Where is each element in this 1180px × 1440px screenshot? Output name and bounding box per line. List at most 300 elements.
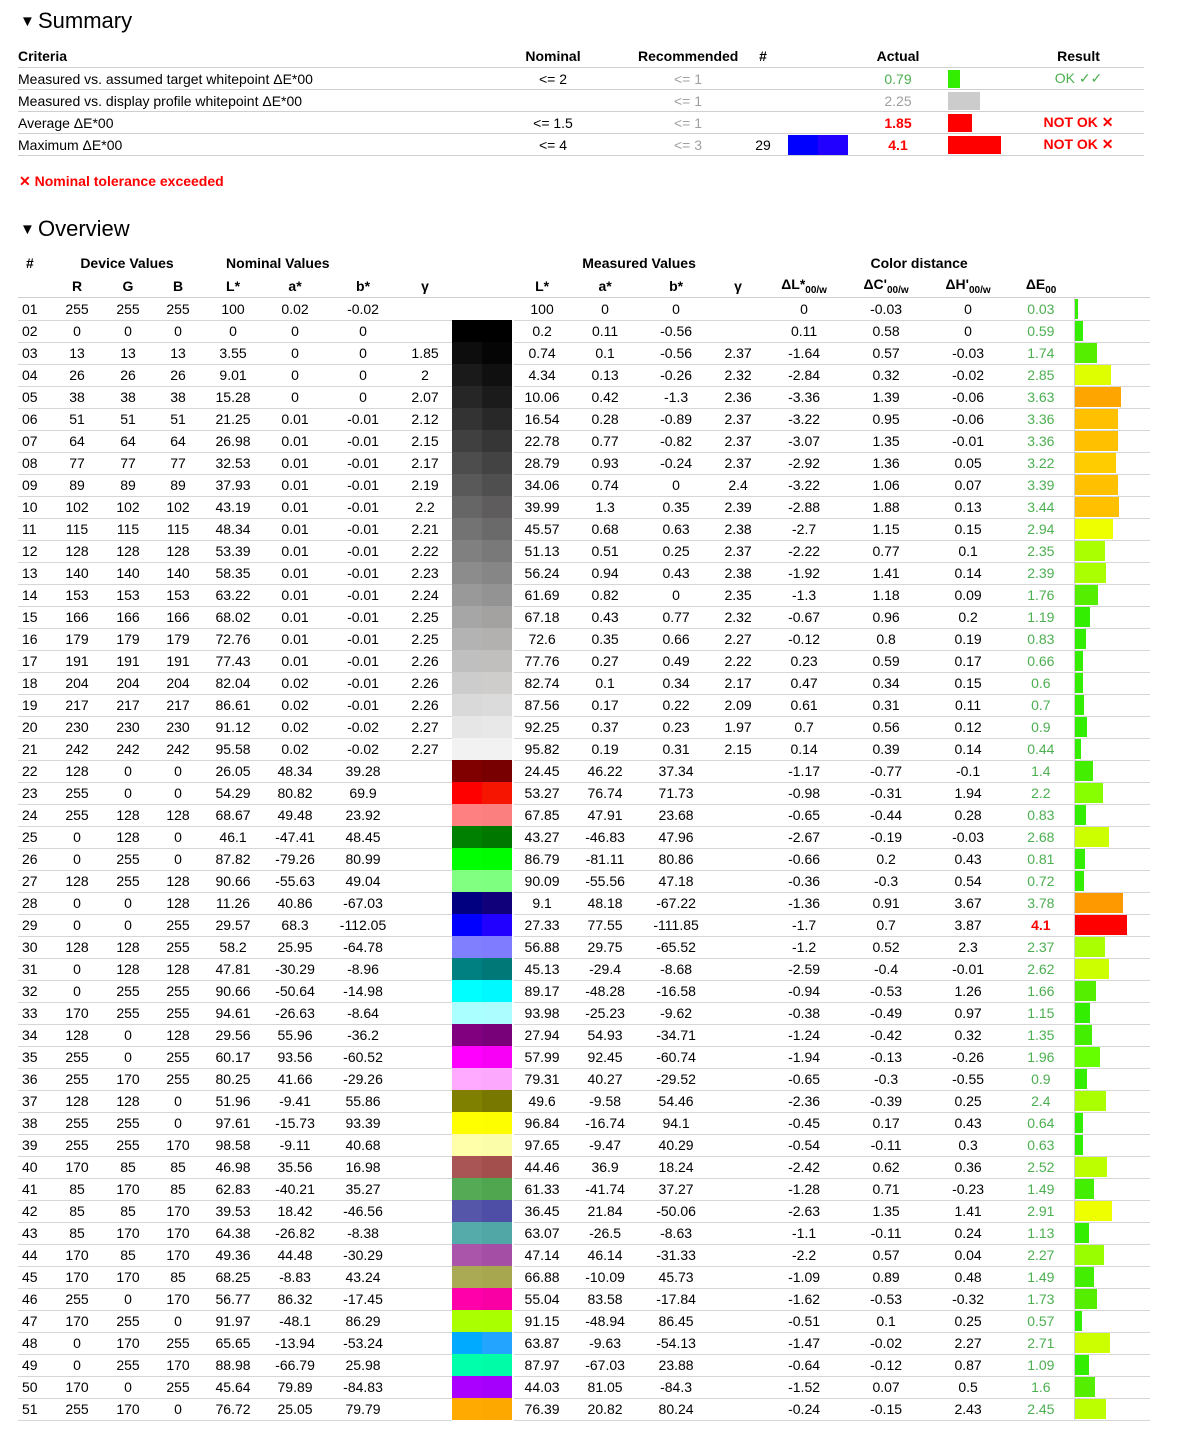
measured-color-swatch: [482, 672, 512, 694]
measured-l: 34.06: [514, 474, 570, 496]
nominal-l: 9.01: [204, 364, 262, 386]
delta-c: 1.36: [844, 452, 928, 474]
nominal-l: 65.65: [204, 1332, 262, 1354]
device-r: 51: [50, 408, 104, 430]
measured-color-swatch: [482, 408, 512, 430]
measured-gamma: 2.36: [712, 386, 764, 408]
device-g: 0: [104, 1024, 152, 1046]
patch-swatch: [452, 1354, 514, 1376]
patch-number: 39: [18, 1134, 50, 1156]
nominal-b: -17.45: [328, 1288, 398, 1310]
patch-number: 01: [18, 298, 50, 321]
patch-row: [18, 1002, 1150, 1024]
nominal-gamma: 2: [398, 364, 452, 386]
device-g: 170: [104, 1332, 152, 1354]
measured-a: -16.74: [570, 1112, 640, 1134]
measured-gamma: [712, 782, 764, 804]
nominal-gamma: 2.17: [398, 452, 452, 474]
device-r: 255: [50, 1398, 104, 1420]
measured-color-swatch: [482, 1376, 512, 1398]
device-b: 170: [152, 1288, 204, 1310]
result-value: OK ✓✓: [1013, 68, 1144, 90]
measured-a: 0.1: [570, 342, 640, 364]
delta-h: 0.54: [928, 870, 1008, 892]
measured-color-swatch: [482, 1222, 512, 1244]
measured-a: 0.11: [570, 320, 640, 342]
measured-a: 0.68: [570, 518, 640, 540]
patch-number: 25: [18, 826, 50, 848]
measured-b: 0.35: [640, 496, 712, 518]
measured-gamma: [712, 760, 764, 782]
delta-h: -0.03: [928, 826, 1008, 848]
nominal-b: -29.26: [328, 1068, 398, 1090]
measured-a: -9.58: [570, 1090, 640, 1112]
measured-color-swatch: [482, 892, 512, 914]
measured-gamma: [712, 980, 764, 1002]
nominal-a: 0.01: [262, 584, 328, 606]
patch-row: [18, 1354, 1150, 1376]
measured-color-swatch: [482, 562, 512, 584]
measured-color-swatch: [482, 1200, 512, 1222]
device-g: 170: [104, 1398, 152, 1420]
device-g: 255: [104, 1112, 152, 1134]
nominal-color-swatch: [452, 1112, 482, 1134]
delta-e-value: 1.19: [1008, 606, 1074, 628]
patch-row: [18, 980, 1150, 1002]
measured-a: 40.27: [570, 1068, 640, 1090]
delta-h: -0.06: [928, 386, 1008, 408]
nominal-gamma-header: γ: [398, 274, 452, 298]
nominal-color-swatch: [452, 628, 482, 650]
device-g: 170: [104, 1222, 152, 1244]
measured-color-swatch: [482, 342, 512, 364]
nominal-gamma: 2.25: [398, 628, 452, 650]
patch-number: 32: [18, 980, 50, 1002]
nominal-gamma: 2.25: [398, 606, 452, 628]
device-g: 255: [104, 298, 152, 321]
patch-swatch: [452, 958, 514, 980]
delta-c: -0.53: [844, 1288, 928, 1310]
nominal-header: Nominal: [468, 45, 638, 68]
summary-section-toggle[interactable]: [20, 8, 132, 35]
measured-b: -9.62: [640, 1002, 712, 1024]
nominal-a: 25.95: [262, 936, 328, 958]
measured-b: -111.85: [640, 914, 712, 936]
nominal-b: 0: [328, 386, 398, 408]
delta-e-bar-cell: [1074, 408, 1150, 430]
delta-c: -0.03: [844, 298, 928, 321]
nominal-color-swatch: [452, 1376, 482, 1398]
nominal-l: 68.67: [204, 804, 262, 826]
measured-gamma: [712, 914, 764, 936]
measured-gamma: [712, 826, 764, 848]
patch-swatch: [452, 980, 514, 1002]
nominal-a: 35.56: [262, 1156, 328, 1178]
nominal-l: 43.19: [204, 496, 262, 518]
patch-number: 23: [18, 782, 50, 804]
patch-number: 35: [18, 1046, 50, 1068]
patch-number: 21: [18, 738, 50, 760]
delta-e-value: 2.85: [1008, 364, 1074, 386]
device-r: 128: [50, 760, 104, 782]
device-g: 128: [104, 936, 152, 958]
measured-gamma: 2.39: [712, 496, 764, 518]
delta-l: -1.3: [764, 584, 844, 606]
measured-a: 0.82: [570, 584, 640, 606]
nominal-color-swatch: [452, 364, 482, 386]
delta-h: 0.09: [928, 584, 1008, 606]
measured-gamma: 2.35: [712, 584, 764, 606]
nominal-b-header: b*: [328, 274, 398, 298]
delta-h: 0.14: [928, 562, 1008, 584]
nominal-b: -0.01: [328, 540, 398, 562]
measured-color-swatch: [482, 1134, 512, 1156]
measured-b: -50.06: [640, 1200, 712, 1222]
nominal-a: -13.94: [262, 1332, 328, 1354]
device-r: 153: [50, 584, 104, 606]
delta-e-bar: [1075, 695, 1084, 715]
delta-l: -1.36: [764, 892, 844, 914]
delta-c: -0.44: [844, 804, 928, 826]
measured-b: 0: [640, 584, 712, 606]
delta-e-bar-cell: [1074, 958, 1150, 980]
measured-l: 63.87: [514, 1332, 570, 1354]
measured-a: 0.43: [570, 606, 640, 628]
delta-e-bar: [1075, 409, 1118, 429]
result-value: [1013, 90, 1144, 112]
delta-c: -0.13: [844, 1046, 928, 1068]
delta-e-bar: [1075, 1267, 1094, 1287]
actual-bar-cell: [948, 134, 1013, 156]
measured-a: -25.23: [570, 1002, 640, 1024]
nominal-gamma: 2.26: [398, 650, 452, 672]
delta-c: -0.4: [844, 958, 928, 980]
measured-gamma: 2.17: [712, 672, 764, 694]
measured-b: -0.56: [640, 342, 712, 364]
device-b: 255: [152, 298, 204, 321]
delta-e-bar-cell: [1074, 826, 1150, 848]
patch-row: [18, 1398, 1150, 1420]
measured-b: 94.1: [640, 1112, 712, 1134]
measured-color-swatch: [482, 848, 512, 870]
patch-number: 22: [18, 760, 50, 782]
actual-bar: [948, 114, 972, 132]
nominal-color-swatch: [452, 1002, 482, 1024]
patch-swatch: [452, 628, 514, 650]
measured-b: -0.56: [640, 320, 712, 342]
overview-section-toggle[interactable]: [20, 216, 130, 243]
measured-gamma: [712, 1244, 764, 1266]
device-r: 170: [50, 1002, 104, 1024]
delta-h: 3.67: [928, 892, 1008, 914]
measured-b: 18.24: [640, 1156, 712, 1178]
delta-e-value: 2.91: [1008, 1200, 1074, 1222]
patch-swatch: [452, 342, 514, 364]
nominal-a: 0.01: [262, 408, 328, 430]
patch-number: 04: [18, 364, 50, 386]
delta-e-bar-cell: [1074, 914, 1150, 936]
delta-l: -1.64: [764, 342, 844, 364]
measured-l: 90.09: [514, 870, 570, 892]
device-r: 128: [50, 936, 104, 958]
nominal-color-swatch: [452, 760, 482, 782]
nominal-values-header: Nominal Values: [226, 255, 330, 271]
measured-a: 76.74: [570, 782, 640, 804]
patch-row: [18, 848, 1150, 870]
delta-e-bar-cell: [1074, 1376, 1150, 1398]
device-g: 242: [104, 738, 152, 760]
nominal-value: <= 2: [468, 68, 638, 90]
delta-e-bar: [1075, 937, 1105, 957]
delta-h: 0.12: [928, 716, 1008, 738]
nominal-gamma: [398, 1288, 452, 1310]
nominal-l: 98.58: [204, 1134, 262, 1156]
measured-color-swatch: [482, 1002, 512, 1024]
measured-gamma: 2.4: [712, 474, 764, 496]
patch-number: 47: [18, 1310, 50, 1332]
device-r: 0: [50, 914, 104, 936]
patch-swatch: [452, 298, 514, 321]
patch-row: [18, 1332, 1150, 1354]
delta-e-bar: [1075, 739, 1081, 759]
delta-c: 1.39: [844, 386, 928, 408]
delta-h: 0.43: [928, 1112, 1008, 1134]
patch-swatch: [452, 914, 514, 936]
nominal-a: 44.48: [262, 1244, 328, 1266]
measured-b: 0.31: [640, 738, 712, 760]
patch-number: 38: [18, 1112, 50, 1134]
nominal-b: -30.29: [328, 1244, 398, 1266]
measured-color-swatch: [482, 430, 512, 452]
delta-l: 0.7: [764, 716, 844, 738]
patch-swatch: [452, 320, 514, 342]
nominal-gamma: 2.19: [398, 474, 452, 496]
delta-e-bar: [1075, 1157, 1107, 1177]
nominal-a: 0.01: [262, 628, 328, 650]
delta-e-value: 0.6: [1008, 672, 1074, 694]
delta-e-bar: [1075, 1201, 1112, 1221]
patch-row: [18, 826, 1150, 848]
measured-color-swatch: [482, 1266, 512, 1288]
device-g: 255: [104, 1134, 152, 1156]
nominal-gamma: [398, 1398, 452, 1420]
measured-color-swatch: [482, 760, 512, 782]
actual-value: 4.1: [848, 134, 948, 156]
device-r: 77: [50, 452, 104, 474]
delta-h: 0.25: [928, 1090, 1008, 1112]
measured-b: 37.34: [640, 760, 712, 782]
delta-h: -0.02: [928, 364, 1008, 386]
delta-c: 0.52: [844, 936, 928, 958]
nominal-color-swatch: [452, 1134, 482, 1156]
measured-b: -0.89: [640, 408, 712, 430]
nominal-color-swatch: [452, 1178, 482, 1200]
delta-e-bar: [1075, 1289, 1097, 1309]
measured-color-swatch: [482, 496, 512, 518]
device-b: 38: [152, 386, 204, 408]
delta-e-bar: [1075, 299, 1078, 319]
nominal-b: 40.68: [328, 1134, 398, 1156]
measured-b: -34.71: [640, 1024, 712, 1046]
patch-swatch: [452, 760, 514, 782]
delta-e-bar-cell: [1074, 628, 1150, 650]
delta-c: -0.3: [844, 870, 928, 892]
nominal-b: 48.45: [328, 826, 398, 848]
measured-gamma: [712, 870, 764, 892]
delta-e-value: 2.37: [1008, 936, 1074, 958]
device-r: 0: [50, 1354, 104, 1376]
delta-c: 1.06: [844, 474, 928, 496]
delta-c: 1.35: [844, 430, 928, 452]
measured-l: 56.88: [514, 936, 570, 958]
delta-h: -0.23: [928, 1178, 1008, 1200]
delta-e-value: 0.66: [1008, 650, 1074, 672]
delta-c: 0.32: [844, 364, 928, 386]
measured-gamma-header: γ: [712, 274, 764, 298]
delta-l: 0.11: [764, 320, 844, 342]
patch-row: [18, 958, 1150, 980]
measured-a: 46.22: [570, 760, 640, 782]
delta-h: -0.32: [928, 1288, 1008, 1310]
measured-a: 0.74: [570, 474, 640, 496]
device-g: 115: [104, 518, 152, 540]
delta-e-value: 1.73: [1008, 1288, 1074, 1310]
delta-e-value: 0.9: [1008, 1068, 1074, 1090]
device-g: 89: [104, 474, 152, 496]
summary-row: [18, 112, 1144, 134]
delta-c: 0.62: [844, 1156, 928, 1178]
nominal-l: 63.22: [204, 584, 262, 606]
measured-l: 96.84: [514, 1112, 570, 1134]
nominal-l: 90.66: [204, 870, 262, 892]
measured-gamma: [712, 1046, 764, 1068]
nominal-a: -26.63: [262, 1002, 328, 1024]
nominal-l: 46.98: [204, 1156, 262, 1178]
nominal-l: 48.34: [204, 518, 262, 540]
device-b: 0: [152, 320, 204, 342]
delta-e-bar-cell: [1074, 518, 1150, 540]
criteria-header: Criteria: [18, 45, 468, 68]
nominal-b: -0.01: [328, 650, 398, 672]
overview-title: Overview: [38, 216, 130, 241]
delta-e-bar: [1075, 1047, 1100, 1067]
delta-e-value: 0.81: [1008, 848, 1074, 870]
nominal-a: 0.01: [262, 606, 328, 628]
nominal-gamma: [398, 914, 452, 936]
collapse-triangle-icon: ▼: [20, 221, 35, 238]
nominal-color-swatch: [452, 672, 482, 694]
delta-h: 0.04: [928, 1244, 1008, 1266]
measured-color-swatch: [482, 1068, 512, 1090]
delta-e-bar-cell: [1074, 386, 1150, 408]
patch-row: [18, 804, 1150, 826]
nominal-b: -14.98: [328, 980, 398, 1002]
device-b: 0: [152, 848, 204, 870]
nominal-gamma: [398, 804, 452, 826]
delta-c: 0.77: [844, 540, 928, 562]
nominal-b: -0.01: [328, 584, 398, 606]
delta-e-bar: [1075, 453, 1116, 473]
measured-gamma: [712, 1090, 764, 1112]
patch-swatch: [452, 452, 514, 474]
measured-color-swatch: [482, 386, 512, 408]
delta-e-value: 0.72: [1008, 870, 1074, 892]
nominal-a: 0.01: [262, 518, 328, 540]
nominal-b: 79.79: [328, 1398, 398, 1420]
row-number-header: #: [26, 255, 34, 271]
nominal-l: 60.17: [204, 1046, 262, 1068]
patch-number: 12: [18, 540, 50, 562]
patch-swatch: [452, 1134, 514, 1156]
measured-color-swatch: [482, 1332, 512, 1354]
patch-number: 05: [18, 386, 50, 408]
patch-swatch: [452, 386, 514, 408]
delta-e-value: 3.78: [1008, 892, 1074, 914]
measured-b: -67.22: [640, 892, 712, 914]
actual-bar: [948, 136, 1001, 154]
delta-c: -0.11: [844, 1222, 928, 1244]
delta-e-bar-cell: [1074, 936, 1150, 958]
nominal-color-swatch: [452, 408, 482, 430]
device-r: 255: [50, 298, 104, 321]
device-r: 230: [50, 716, 104, 738]
b-header: B: [152, 274, 204, 298]
nominal-b: -0.01: [328, 408, 398, 430]
measured-gamma: [712, 1200, 764, 1222]
device-r: 128: [50, 1090, 104, 1112]
measured-a: -10.09: [570, 1266, 640, 1288]
delta-l: -1.24: [764, 1024, 844, 1046]
measured-color-swatch: [482, 1112, 512, 1134]
device-g: 255: [104, 1002, 152, 1024]
device-b: 204: [152, 672, 204, 694]
patch-number: 26: [18, 848, 50, 870]
patch-row: [18, 540, 1150, 562]
nominal-gamma: [398, 1156, 452, 1178]
actual-header: Actual: [848, 45, 948, 68]
nominal-gamma: 2.07: [398, 386, 452, 408]
measured-color-swatch: [482, 870, 512, 892]
delta-e-value: 1.13: [1008, 1222, 1074, 1244]
delta-c-header: $\Delta C'_{00/w}$: [844, 274, 928, 298]
nominal-b: -84.83: [328, 1376, 398, 1398]
delta-h: 0.14: [928, 738, 1008, 760]
measured-a: 0.93: [570, 452, 640, 474]
delta-h: 0.3: [928, 1134, 1008, 1156]
delta-e-value: 1.49: [1008, 1178, 1074, 1200]
device-g: 0: [104, 1288, 152, 1310]
nominal-a: 0.01: [262, 650, 328, 672]
patch-row: [18, 716, 1150, 738]
nominal-a: -50.64: [262, 980, 328, 1002]
nominal-b: -8.64: [328, 1002, 398, 1024]
patch-row: [18, 782, 1150, 804]
patch-number: 10: [18, 496, 50, 518]
measured-l: 87.97: [514, 1354, 570, 1376]
measured-gamma: [712, 958, 764, 980]
device-b: 242: [152, 738, 204, 760]
measured-gamma: [712, 1266, 764, 1288]
nominal-color-swatch: [452, 1288, 482, 1310]
patch-swatch: [452, 870, 514, 892]
delta-l: -0.12: [764, 628, 844, 650]
device-b: 89: [152, 474, 204, 496]
measured-a: 92.45: [570, 1046, 640, 1068]
measured-l-header: L*: [514, 274, 570, 298]
device-b: 85: [152, 1156, 204, 1178]
measured-l: 67.18: [514, 606, 570, 628]
delta-h: -0.26: [928, 1046, 1008, 1068]
